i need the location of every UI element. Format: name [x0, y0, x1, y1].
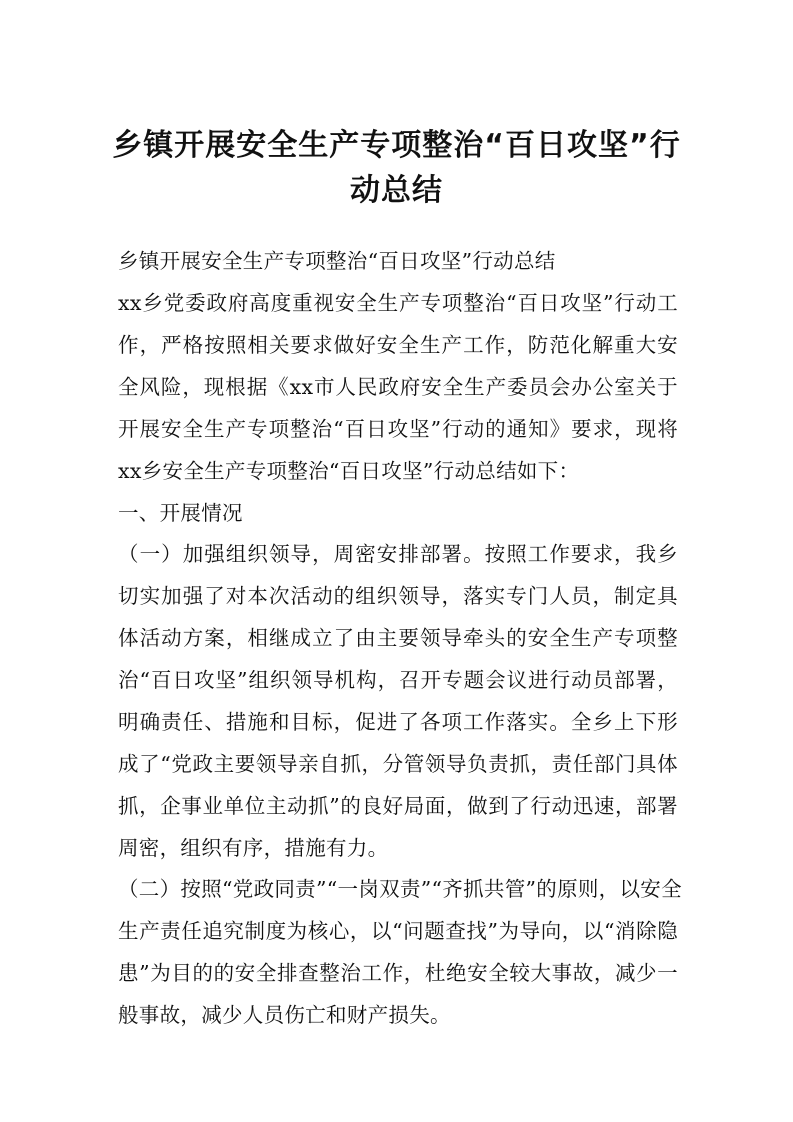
paragraph-line: 体活动方案，相继成立了由主要领导牵头的安全生产专项整 [118, 626, 678, 650]
section-heading: 一、开展情况 [118, 501, 243, 525]
paragraph-line: 全风险，现根据《xx市人民政府安全生产委员会办公室关于 [118, 375, 678, 399]
paragraph-line: xx乡党委政府高度重视安全生产专项整治“百日攻坚”行动工 [118, 291, 678, 315]
paragraph-line: 作，严格按照相关要求做好安全生产工作，防范化解重大安 [118, 333, 678, 357]
paragraph-line: 切实加强了对本次活动的组织领导，落实专门人员，制定具 [118, 584, 678, 608]
paragraph-line: xx乡安全生产专项整治“百日攻坚”行动总结如下： [118, 459, 580, 483]
paragraph-line: 般事故，减少人员伤亡和财产损失。 [118, 1003, 451, 1027]
document-title-line-1: 乡镇开展安全生产专项整治“百日攻坚”行 [112, 128, 681, 163]
paragraph-line: 治“百日攻坚”组织领导机构，召开专题会议进行动员部署， [118, 668, 678, 692]
paragraph-line: 生产责任追究制度为核心，以“问题查找”为导向，以“消除隐 [118, 919, 678, 943]
paragraph-line: （一）加强组织领导，周密安排部署。按照工作要求，我乡 [118, 542, 678, 566]
paragraph-line: 抓，企事业单位主动抓”的良好局面，做到了行动迅速，部署 [118, 794, 678, 818]
paragraph-line: 开展安全生产专项整治“百日攻坚”行动的通知》要求，现将 [118, 417, 678, 441]
paragraph-line: 明确责任、措施和目标，促进了各项工作落实。全乡上下形 [118, 710, 678, 734]
paragraph-subtitle: 乡镇开展安全生产专项整治“百日攻坚”行动总结 [118, 249, 556, 273]
paragraph-line: 患”为目的的安全排查整治工作，杜绝安全较大事故，减少一 [118, 961, 678, 985]
paragraph-line: 成了“党政主要领导亲自抓，分管领导负责抓，责任部门具体 [118, 752, 678, 776]
paragraph-line: 周密，组织有序，措施有力。 [118, 836, 389, 860]
paragraph-line: （二）按照“党政同责”“一岗双责”“齐抓共管”的原则，以安全 [118, 877, 682, 901]
document-title-line-2: 动总结 [350, 173, 443, 208]
